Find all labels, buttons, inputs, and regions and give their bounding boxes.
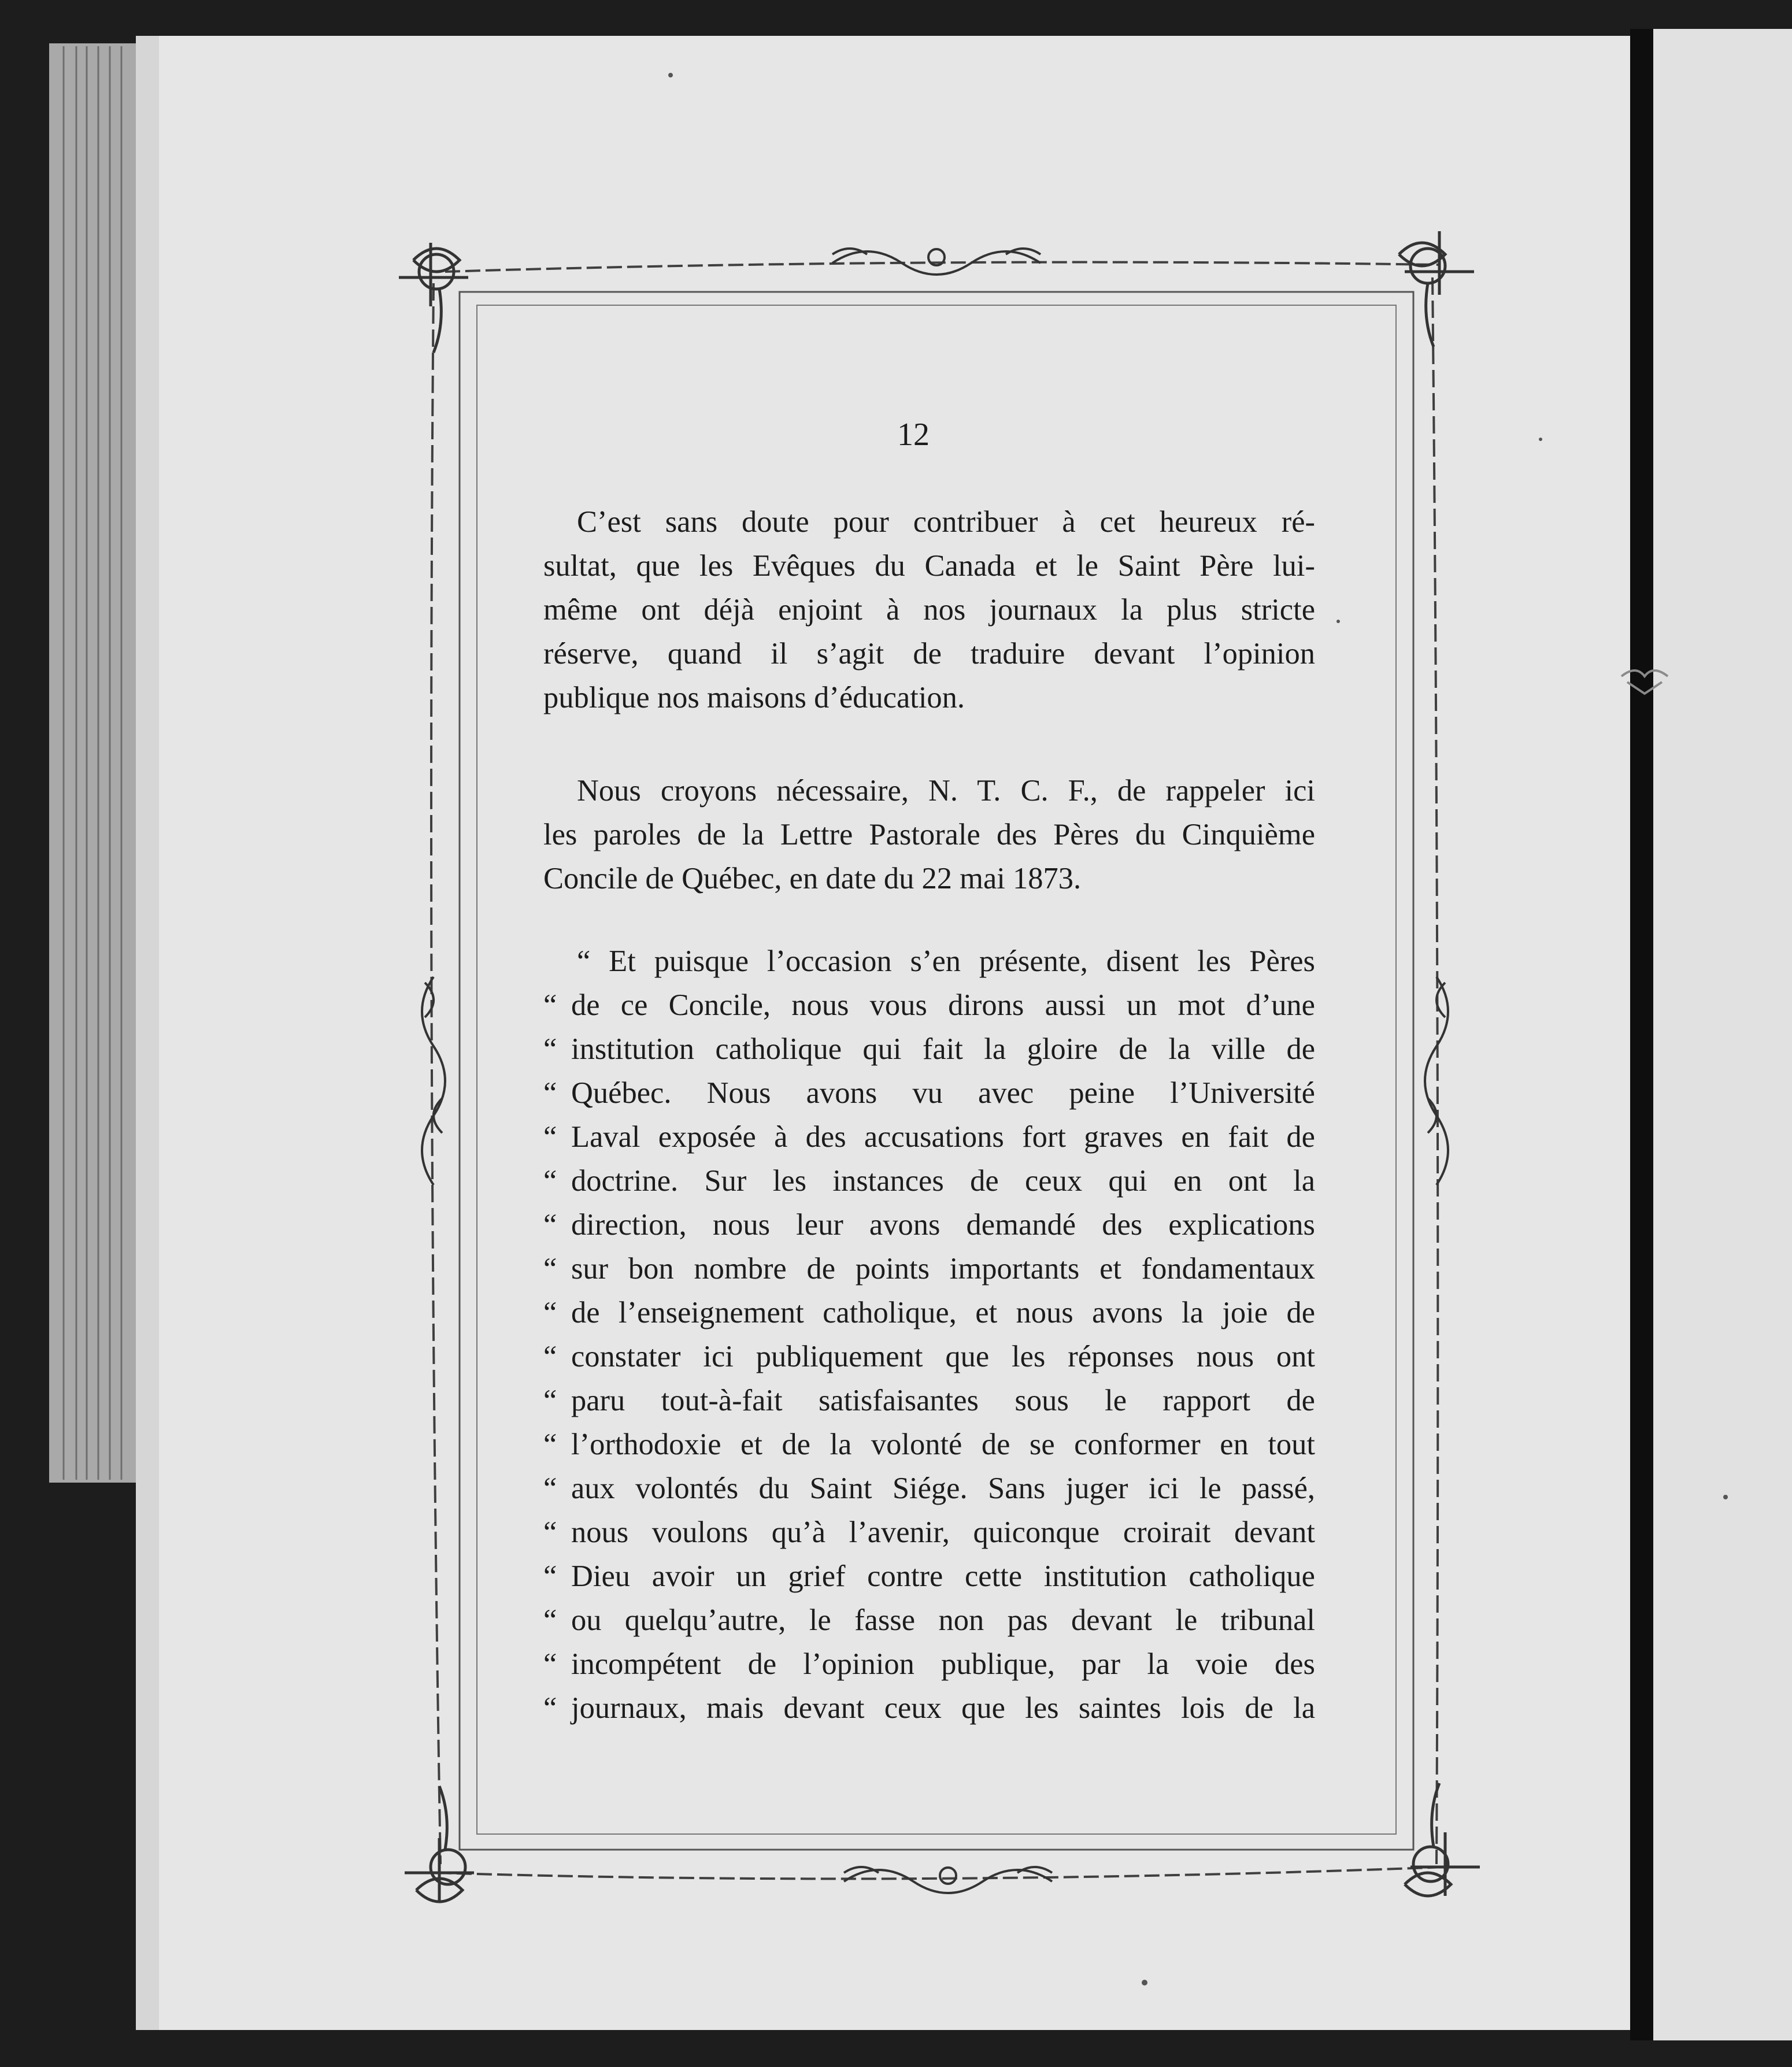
quoted-line xyxy=(543,1423,1315,1466)
quoted-line xyxy=(543,1466,1315,1510)
quoted-line xyxy=(543,1335,1315,1379)
quoted-line xyxy=(543,1379,1315,1423)
paragraph-line: même ont déjà enjoint à nos journaux la plus stricte xyxy=(543,593,1315,627)
quoted-line xyxy=(543,1203,1315,1247)
quote-mark: “ xyxy=(543,1384,557,1417)
quote-mark: “ xyxy=(543,1472,557,1505)
quoted-line-text: de ce Concile, nous vous dirons aussi un mot d’une xyxy=(571,988,1315,1022)
quoted-line-text: doctrine. Sur les instances de ceux qui en ont la xyxy=(571,1164,1315,1198)
quoted-line-text: incompétent de l’opinion publique, par la voie des xyxy=(571,1647,1315,1681)
quoted-line xyxy=(543,1598,1315,1642)
quoted-line xyxy=(543,1291,1315,1335)
quote-mark: “ xyxy=(543,1603,557,1637)
quote-mark: “ xyxy=(543,1647,557,1681)
quoted-line xyxy=(543,1071,1315,1115)
quoted-line-text: aux volontés du Saint Siége. Sans juger ici le passé, xyxy=(571,1472,1315,1505)
quote-mark: “ xyxy=(543,1559,557,1593)
quoted-line-text: ou quelqu’autre, le fasse non pas devant le tribunal xyxy=(571,1603,1315,1637)
quote-mark: “ xyxy=(543,1516,557,1549)
quote-mark: “ xyxy=(543,1691,557,1725)
quoted-line-text: paru tout-à-fait satisfaisantes sous le rapport de xyxy=(571,1384,1315,1417)
paragraph-2 xyxy=(543,769,1315,901)
quote-mark: “ xyxy=(543,1208,557,1242)
page-number: 12 xyxy=(897,417,930,453)
quote-mark: “ xyxy=(543,1340,557,1373)
paragraph-line: réserve, quand il s’agit de traduire devant l’opinion xyxy=(543,637,1315,671)
quoted-line xyxy=(543,1247,1315,1291)
quote-mark: “ xyxy=(543,1296,557,1329)
quoted-line-text: direction, nous leur avons demandé des explications xyxy=(571,1208,1315,1242)
paragraph-line: Nous croyons nécessaire, N. T. C. F., de rappeler ici xyxy=(577,774,1315,807)
quote-mark: “ xyxy=(543,1428,557,1461)
quoted-line xyxy=(543,983,1315,1027)
paragraph-1 xyxy=(543,500,1315,720)
quoted-paragraph xyxy=(543,939,1315,1730)
quoted-line-text: Laval exposée à des accusations fort graves en fait de xyxy=(571,1120,1315,1154)
quoted-line xyxy=(543,1686,1315,1730)
quoted-line xyxy=(543,1510,1315,1554)
quoted-line xyxy=(543,1159,1315,1203)
quoted-line-text: Québec. Nous avons vu avec peine l’Université xyxy=(571,1076,1315,1110)
paragraph-line: C’est sans doute pour contribuer à cet heureux ré- xyxy=(577,505,1315,539)
quoted-line-text: journaux, mais devant ceux que les saintes lois de la xyxy=(571,1691,1315,1725)
quoted-line-text: de l’enseignement catholique, et nous avons la joie de xyxy=(571,1296,1315,1329)
paragraph-line: Concile de Québec, en date du 22 mai 1873. xyxy=(543,862,1082,895)
paragraph-line: publique nos maisons d’éducation. xyxy=(543,681,965,714)
quoted-line xyxy=(543,1642,1315,1686)
quoted-line-text: l’orthodoxie et de la volonté de se conformer en tout xyxy=(571,1428,1315,1461)
quote-mark: “ xyxy=(543,988,557,1022)
quote-mark: “ xyxy=(543,1120,557,1154)
quoted-line xyxy=(543,1554,1315,1598)
quoted-line-text: sur bon nombre de points importants et fondamentaux xyxy=(571,1252,1315,1286)
quoted-line xyxy=(543,1027,1315,1071)
paragraph-line: sultat, que les Evêques du Canada et le Saint Père lui- xyxy=(543,549,1315,583)
quote-mark: “ xyxy=(543,1032,557,1066)
quote-mark: “ xyxy=(543,1164,557,1198)
paragraph-line: “ Et puisque l’occasion s’en présente, disent les Pères xyxy=(577,944,1315,978)
quoted-line-text: institution catholique qui fait la gloire de la ville de xyxy=(571,1032,1315,1066)
quoted-line xyxy=(543,1115,1315,1159)
quote-mark: “ xyxy=(543,1076,557,1110)
quoted-line-text: constater ici publiquement que les réponses nous ont xyxy=(571,1340,1315,1373)
quoted-line-text: Dieu avoir un grief contre cette institution catholique xyxy=(571,1559,1315,1593)
quoted-line-text: nous voulons qu’à l’avenir, quiconque croirait devant xyxy=(571,1516,1315,1549)
paragraph-line: les paroles de la Lettre Pastorale des Pères du Cinquième xyxy=(543,818,1315,851)
quote-mark: “ xyxy=(543,1252,557,1286)
